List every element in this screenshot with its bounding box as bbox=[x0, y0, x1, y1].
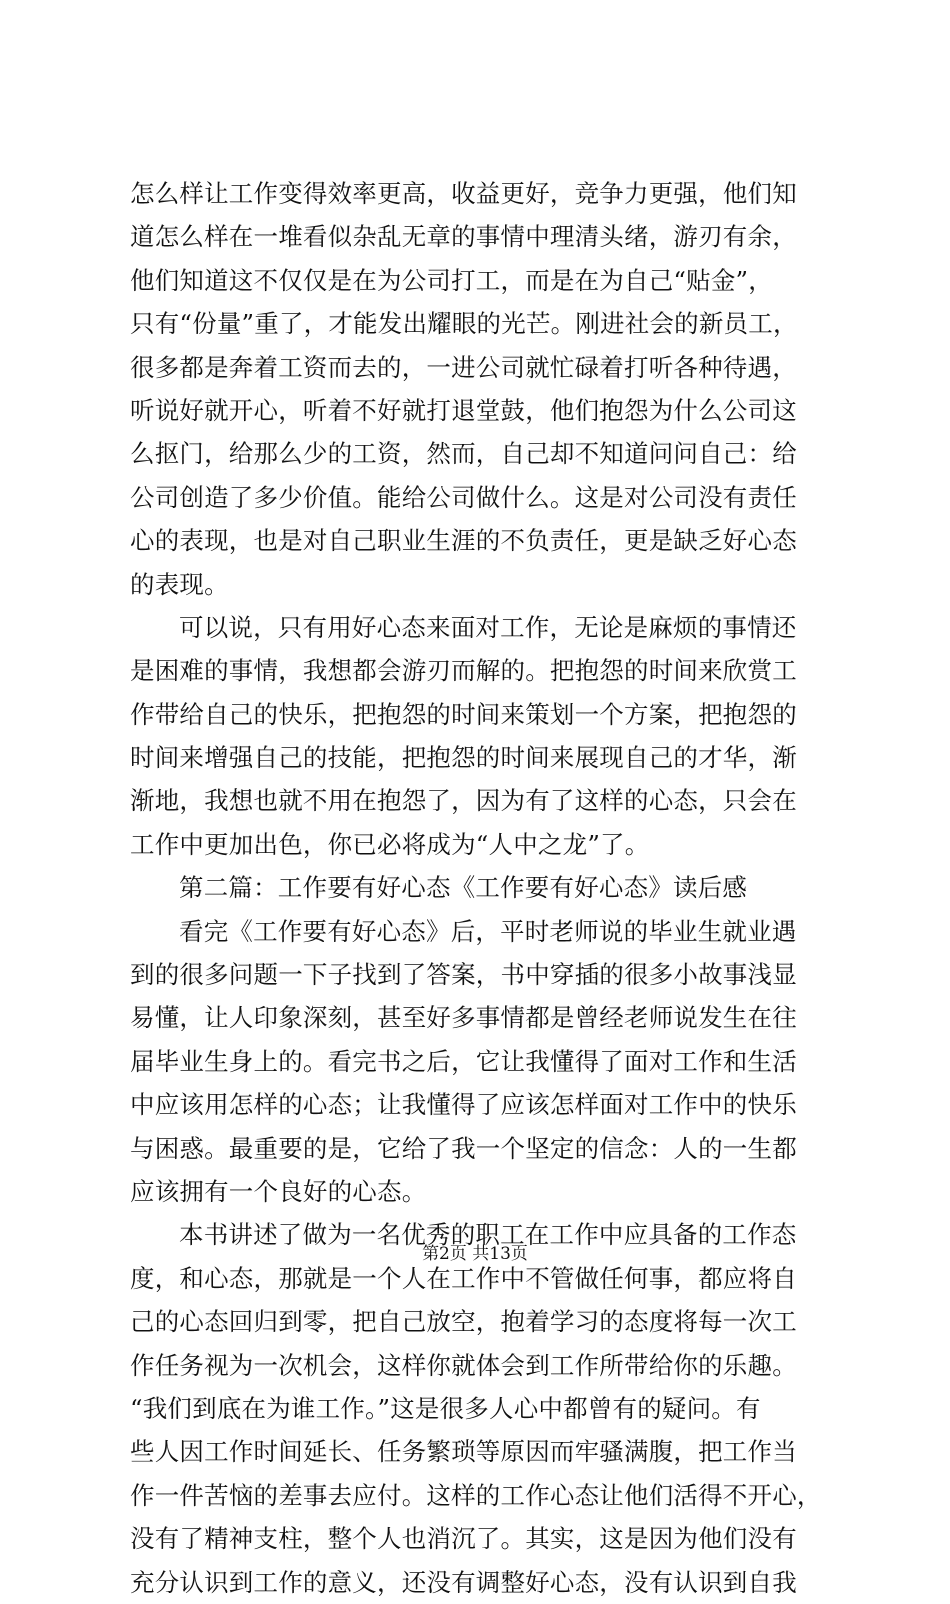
text-line: 作任务视为一次机会，这样你就体会到工作所带给你的乐趣。 bbox=[130, 1350, 797, 1380]
text-line: 听说好就开心，听着不好就打退堂鼓，他们抱怨为什么公司这 bbox=[130, 395, 797, 425]
text-line: 没有了精神支柱，整个人也消沉了。其实，这是因为他们没有 bbox=[130, 1524, 797, 1554]
text-line: 本书讲述了做为一名优秀的职工在工作中应具备的工作态 bbox=[179, 1220, 797, 1250]
text-line: 只有“份量”重了，才能发出耀眼的光芒。刚进社会的新员工， bbox=[130, 309, 798, 339]
text-line: 到的很多问题一下子找到了答案，书中穿插的很多小故事浅显 bbox=[130, 960, 797, 990]
text-line: 道怎么样在一堆看似杂乱无章的事情中理清头绪，游刃有余， bbox=[130, 222, 797, 252]
text-line: 怎么样让工作变得效率更高，收益更好，竞争力更强，他们知 bbox=[130, 179, 797, 208]
document-body bbox=[130, 172, 830, 1604]
text-line: 时间来增强自己的技能，把抱怨的时间来展现自己的才华，渐 bbox=[130, 743, 797, 773]
text-line: 很多都是奔着工资而去的，一进公司就忙碌着打听各种待遇， bbox=[130, 352, 797, 382]
text-line: 看完《工作要有好心态》后，平时老师说的毕业生就业遇 bbox=[179, 916, 797, 946]
text-line: 渐地，我想也就不用在抱怨了，因为有了这样的心态，只会在 bbox=[130, 786, 797, 816]
text-line: 些人因工作时间延长、任务繁琐等原因而牢骚满腹，把工作当 bbox=[130, 1437, 797, 1467]
text-line: 届毕业生身上的。看完书之后，它让我懂得了面对工作和生活 bbox=[130, 1046, 797, 1076]
text-line: 心的表现，也是对自己职业生涯的不负责任，更是缺乏好心态 bbox=[130, 526, 797, 556]
text-line: 可以说，只有用好心态来面对工作，无论是麻烦的事情还 bbox=[179, 612, 797, 642]
text-line: 么抠门，给那么少的工资，然而，自己却不知道问问自己：给 bbox=[130, 439, 797, 469]
text-line: 应该拥有一个良好的心态。 bbox=[130, 1176, 427, 1206]
text-line: 作带给自己的快乐，把抱怨的时间来策划一个方案，把抱怨的 bbox=[130, 699, 797, 729]
text-line: 他们知道这不仅仅是在为公司打工，而是在为自己“贴金”， bbox=[130, 265, 773, 295]
text-line: 第二篇：工作要有好心态《工作要有好心态》读后感 bbox=[179, 873, 748, 903]
text-line: 己的心态回归到零，把自己放空，抱着学习的态度将每一次工 bbox=[130, 1307, 797, 1337]
text-line: 工作中更加出色，你已必将成为“人中之龙”了。 bbox=[130, 829, 650, 859]
text-line: 度，和心态，那就是一个人在工作中不管做任何事，都应将自 bbox=[130, 1263, 797, 1293]
text-line: 充分认识到工作的意义，还没有调整好心态，没有认识到自我 bbox=[130, 1567, 797, 1597]
text-line: 作一件苦恼的差事去应付。这样的工作心态让他们活得不开心， bbox=[130, 1480, 822, 1510]
text-line: 是困难的事情，我想都会游刃而解的。把抱怨的时间来欣赏工 bbox=[130, 656, 797, 686]
text-line: 的表现。 bbox=[130, 569, 229, 599]
text-line: 公司创造了多少价值。能给公司做什么。这是对公司没有责任 bbox=[130, 482, 797, 512]
page-footer: 第2页 共13页 bbox=[422, 1244, 528, 1264]
text-line: “我们到底在为谁工作。”这是很多人心中都曾有的疑问。有 bbox=[130, 1393, 761, 1423]
text-line: 与困惑。最重要的是，它给了我一个坚定的信念：人的一生都 bbox=[130, 1133, 797, 1163]
text-line: 中应该用怎样的心态；让我懂得了应该怎样面对工作中的快乐 bbox=[130, 1090, 797, 1120]
text-line: 易懂，让人印象深刻，甚至好多事情都是曾经老师说发生在往 bbox=[130, 1003, 797, 1033]
